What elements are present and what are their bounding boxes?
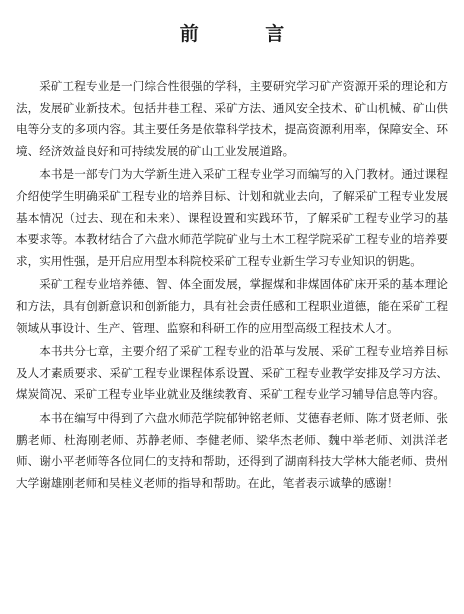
- paragraph-intro: 采矿工程专业是一门综合性很强的学科，主要研究学习矿产资源开采的理论和方法，发展矿业新技术。包括井巷工程、采矿方法、通风安全技术、矿山机械、矿山供电等分支的多项内容。其主要任务是依靠科学技术，提高资源利用率，保障安全、环境、经济效益良好和可持续发展的矿山工业发展道路。: [16, 79, 448, 158]
- paragraph-training-goal: 采矿工程专业培养德、智、体全面发展，掌握煤和非煤固体矿床开采的基本理论和方法，具有创新意识和创新能力，具有社会责任感和工程职业道德，能在采矿工程领域从事设计、生产、管理、监察和科研工作的应用型高级工程技术人才。: [16, 277, 448, 335]
- page-title: 前 言: [179, 23, 315, 45]
- paragraph-book-purpose: 本书是一部专门为大学新生进入采矿工程专业学习而编写的入门教材。通过课程介绍使学生明确采矿工程专业的培养目标、计划和就业去向，了解采矿工程专业发展基本情况（过去、现在和未来）、课程设置和实践环节，了解采矿工程专业学习的基本要求等。本教材结合了六盘水师范学院矿业与土木工程学院采矿工程专业的培养要求，实用性强，是开启应用型本科院校采矿工程专业新生学习专业知识的钥匙。: [16, 167, 448, 268]
- paragraph-chapters: 本书共分七章，主要介绍了采矿工程专业的沿革与发展、采矿工程专业培养目标及人才素质要求、采矿工程专业课程体系设置、采矿工程专业教学安排及学习方法、煤炭简况、采矿工程专业毕业就业及继续教育、采矿工程专业学习辅导信息等内容。: [16, 344, 448, 402]
- paragraph-acknowledgements: 本书在编写中得到了六盘水师范学院郁钟铭老师、艾德春老师、陈才贤老师、张鹏老师、杜海刚老师、苏静老师、李健老师、梁华杰老师、魏中举老师、刘洪洋老师、谢小平老师等各位同仁的支持和帮助，还得到了湖南科技大学林大能老师、贵州大学谢雄刚老师和吴桂义老师的指导和帮助。在此，笔者表示诚挚的感谢！: [16, 410, 448, 490]
